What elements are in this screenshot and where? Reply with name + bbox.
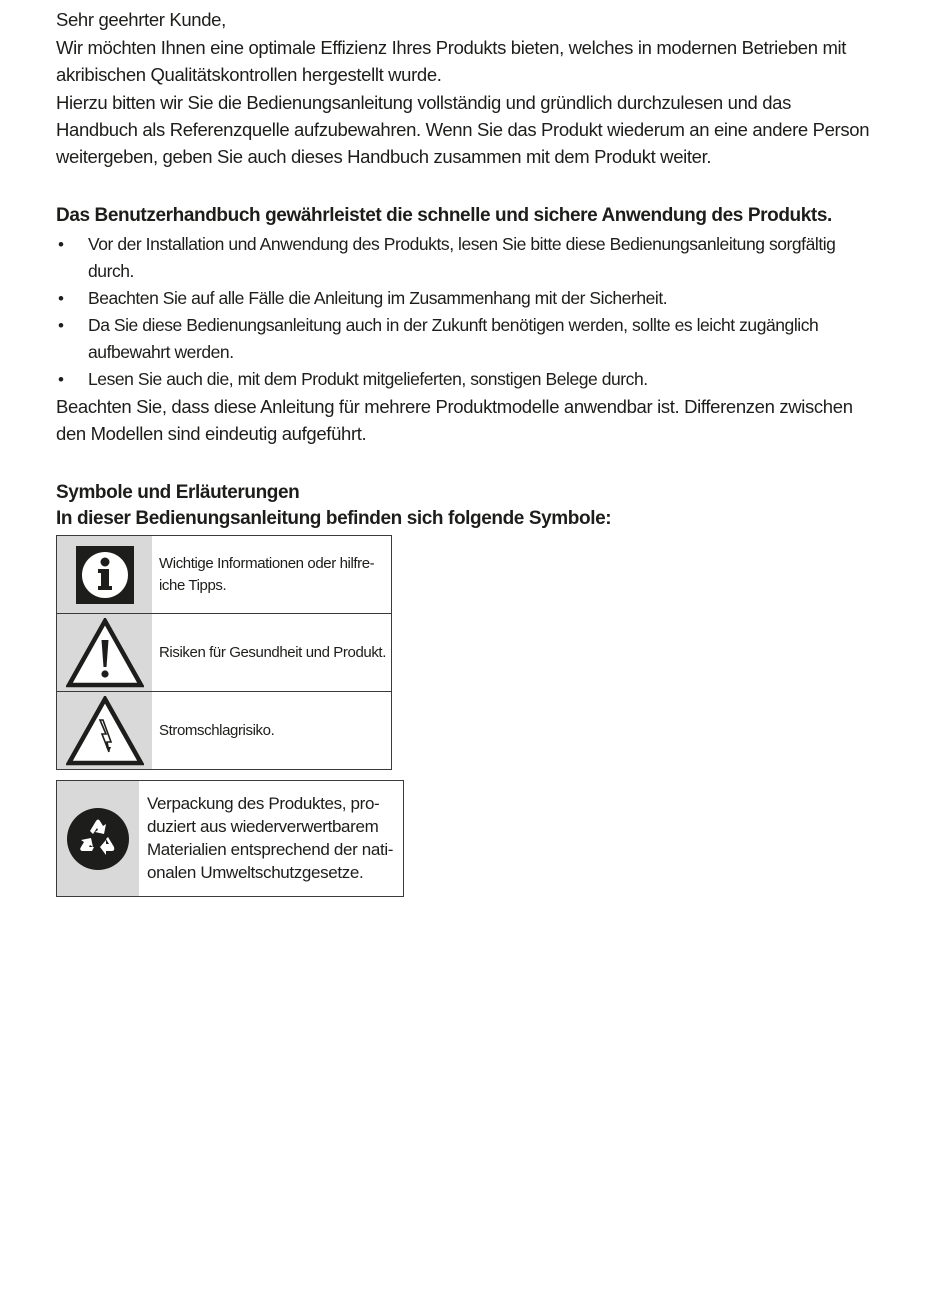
symbol-description <box>152 692 391 769</box>
bullet-icon: • <box>58 289 64 308</box>
symbol-description <box>152 614 391 691</box>
symbol-row-warning <box>57 613 391 691</box>
text-line: Materialien entsprechend der nati- <box>147 840 394 859</box>
text-line: akribischen Qualitätskontrollen hergestellt wurde. <box>56 64 442 85</box>
text-line: Wir möchten Ihnen eine optimale Effizienz Ihres Produkts bieten, welches in modernen Betrieben mit <box>56 37 847 58</box>
list-item <box>56 366 886 393</box>
guide-bullet-list <box>56 231 886 393</box>
bullet-icon: • <box>58 235 64 254</box>
symbols-subheading: In dieser Bedienungsanleitung befinden sich folgende Symbole: <box>56 508 612 529</box>
list-item <box>56 285 886 312</box>
intro-paragraph-1 <box>56 34 886 88</box>
text-line: Beachten Sie, dass diese Anleitung für mehrere Produktmodelle anwendbar ist. Differenzen zwischen <box>56 396 853 417</box>
guide-section <box>56 203 886 447</box>
info-icon <box>57 536 152 613</box>
text-line: aufbewahrt werden. <box>88 342 234 362</box>
list-item <box>56 312 886 366</box>
manual-page <box>56 6 886 897</box>
text-line: weitergeben, geben Sie auch dieses Handbuch zusammen mit dem Produkt weiter. <box>56 146 712 167</box>
text-line: Stromschlagrisiko. <box>159 721 275 739</box>
text-line: Risiken für Gesundheit und Produkt. <box>159 643 386 661</box>
text-line: iche Tipps. <box>159 576 227 594</box>
text-line: Verpackung des Produktes, pro- <box>147 794 380 813</box>
text-line: den Modellen sind eindeutig aufgeführt. <box>56 423 367 444</box>
text-line: durch. <box>88 261 134 281</box>
models-note <box>56 393 886 447</box>
symbol-row-info <box>57 536 391 613</box>
list-item <box>56 231 886 285</box>
salutation: Sehr geehrter Kunde, <box>56 9 226 30</box>
symbols-section <box>56 480 886 897</box>
intro-paragraph-2 <box>56 89 886 170</box>
text-line: Lesen Sie auch die, mit dem Produkt mitgelieferten, sonstigen Belege durch. <box>88 369 648 389</box>
recycle-icon <box>57 781 139 896</box>
text-line: duziert aus wiederverwertbarem <box>147 817 379 836</box>
bullet-icon: • <box>58 370 64 389</box>
text-line: Da Sie diese Bedienungsanleitung auch in der Zukunft benötigen werden, sollte es leicht zugänglich <box>88 315 819 335</box>
symbol-description <box>152 536 391 613</box>
recycle-description <box>139 781 403 896</box>
symbol-row-electric <box>57 691 391 769</box>
text-line: Hierzu bitten wir Sie die Bedienungsanleitung vollständig und gründlich durchzulesen und das <box>56 92 792 113</box>
guide-heading: Das Benutzerhandbuch gewährleistet die schnelle und sichere Anwendung des Produkts. <box>56 205 832 226</box>
text-line: Wichtige Informationen oder hilfre- <box>159 554 375 572</box>
symbols-heading: Symbole und Erläuterungen <box>56 482 300 503</box>
bullet-icon: • <box>58 316 64 335</box>
text-line: Beachten Sie auf alle Fälle die Anleitung im Zusammenhang mit der Sicherheit. <box>88 288 668 308</box>
text-line: Vor der Installation und Anwendung des Produkts, lesen Sie bitte diese Bedienungsanleitung sorgfältig <box>88 234 836 254</box>
symbols-table <box>56 535 392 770</box>
electric-shock-icon <box>57 692 152 769</box>
warning-triangle-icon <box>57 614 152 691</box>
recycle-note-box <box>56 780 404 897</box>
text-line: onalen Umweltschutzgesetze. <box>147 863 364 882</box>
text-line: Handbuch als Referenzquelle aufzubewahren. Wenn Sie das Produkt wiederum an eine andere Person <box>56 119 870 140</box>
